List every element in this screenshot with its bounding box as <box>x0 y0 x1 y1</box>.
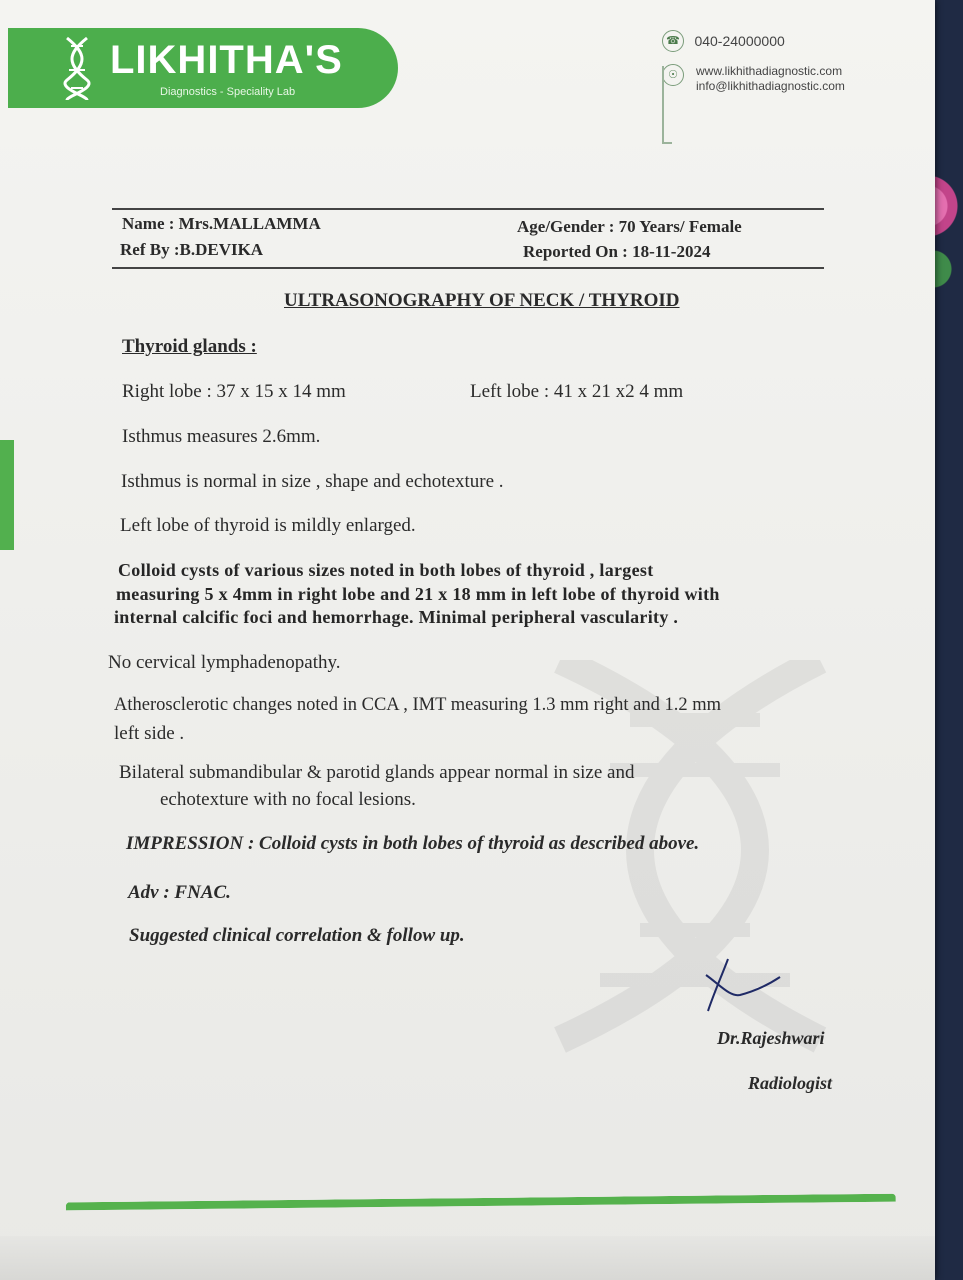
website: www.likhithadiagnostic.com <box>696 64 843 78</box>
isthmus-measure: Isthmus measures 2.6mm. <box>122 426 321 447</box>
left-lobe-enlarged: Left lobe of thyroid is mildly enlarged. <box>120 515 416 536</box>
doctor-name: Dr.Rajeshwari <box>717 1028 825 1048</box>
athero-line-2: left side . <box>114 723 185 744</box>
isthmus-normal: Isthmus is normal in size , shape and echotexture . <box>121 471 504 492</box>
suggestion: Suggested clinical correlation & follow up. <box>129 925 465 946</box>
report-title: ULTRASONOGRAPHY OF NECK / THYROID <box>284 290 680 311</box>
email: info@likhithadiagnostic.com <box>696 79 845 93</box>
lab-logo <box>8 28 398 108</box>
top-rule <box>112 208 824 210</box>
right-lobe: Right lobe : 37 x 15 x 14 mm <box>122 381 346 402</box>
age-gender: Age/Gender : 70 Years/ Female <box>517 217 742 236</box>
globe-icon: ☉ <box>662 64 684 86</box>
reported-on: Reported On : 18-11-2024 <box>523 242 711 261</box>
athero-line-1: Atherosclerotic changes noted in CCA , IMT measuring 1.3 mm right and 1.2 mm <box>114 695 721 715</box>
lymphadenopathy: No cervical lymphadenopathy. <box>108 652 341 673</box>
patient-name: Name : Mrs.MALLAMMA <box>122 214 321 233</box>
impression: IMPRESSION : Colloid cysts in both lobes of thyroid as described above. <box>126 833 700 854</box>
signature-mark-icon <box>700 955 790 1015</box>
dna-logo-icon <box>62 36 92 102</box>
doctor-role: Radiologist <box>748 1073 833 1093</box>
phone-icon: ☎ <box>662 30 684 52</box>
ref-by: Ref By :B.DEVIKA <box>120 240 264 259</box>
dna-watermark-icon <box>520 660 920 1160</box>
footer-shade <box>0 1236 935 1280</box>
phone-number: 040-24000000 <box>694 33 785 49</box>
brand-name: LIKHITHA'S <box>110 38 343 82</box>
phone-row <box>662 30 785 52</box>
section-heading: Thyroid glands : <box>122 336 257 357</box>
colloid-line-2: measuring 5 x 4mm in right lobe and 21 x 18 mm in left lobe of thyroid with <box>116 584 720 604</box>
bottom-rule <box>112 267 824 269</box>
advice: Adv : FNAC. <box>128 882 231 903</box>
colloid-line-1: Colloid cysts of various sizes noted in both lobes of thyroid , largest <box>118 560 654 580</box>
glands-line-2: echotexture with no focal lesions. <box>160 789 416 810</box>
left-lobe: Left lobe : 41 x 21 x2 4 mm <box>470 381 684 402</box>
edge-strip <box>0 440 14 550</box>
colloid-line-3: internal calcific foci and hemorrhage. Minimal peripheral vascularity . <box>114 607 679 627</box>
glands-line-1: Bilateral submandibular & parotid glands appear normal in size and <box>119 762 635 783</box>
contact-bracket <box>662 66 672 144</box>
brand-tagline: Diagnostics - Speciality Lab <box>160 86 296 98</box>
